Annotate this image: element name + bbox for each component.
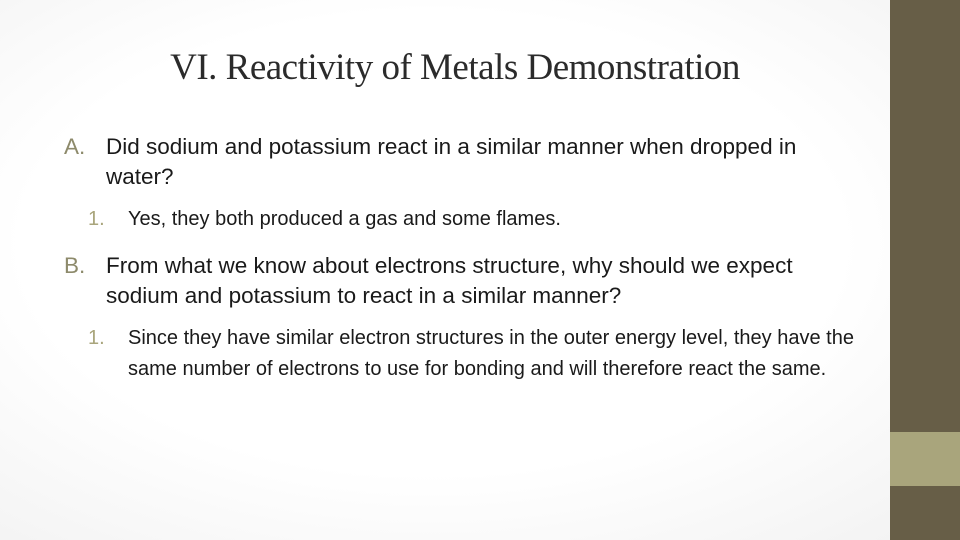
slide-content: [64, 132, 864, 401]
sub-list-marker: 1.: [88, 327, 105, 349]
sub-item-text: Yes, they both produced a gas and some flames.: [128, 208, 561, 230]
sub-list-marker: 1.: [88, 208, 105, 230]
slide-title: VI. Reactivity of Metals Demonstration: [170, 47, 740, 88]
list-item-text: From what we know about electrons structure, why should we expect sodium and potassium to react in a similar manner?: [106, 253, 793, 308]
list-marker: A.: [64, 134, 86, 159]
sub-item-a1: [88, 204, 864, 235]
list-marker: B.: [64, 253, 86, 278]
sub-item-text: Since they have similar electron structures in the outer energy level, they have the same number of electrons to use for bonding and will therefore react the same.: [128, 327, 854, 380]
list-item-text: Did sodium and potassium react in a similar manner when dropped in water?: [106, 134, 797, 189]
side-accent-decoration: [890, 432, 960, 486]
list-item-b: [64, 251, 864, 311]
list-item-a: [64, 132, 864, 192]
sub-item-b1: [88, 323, 864, 385]
